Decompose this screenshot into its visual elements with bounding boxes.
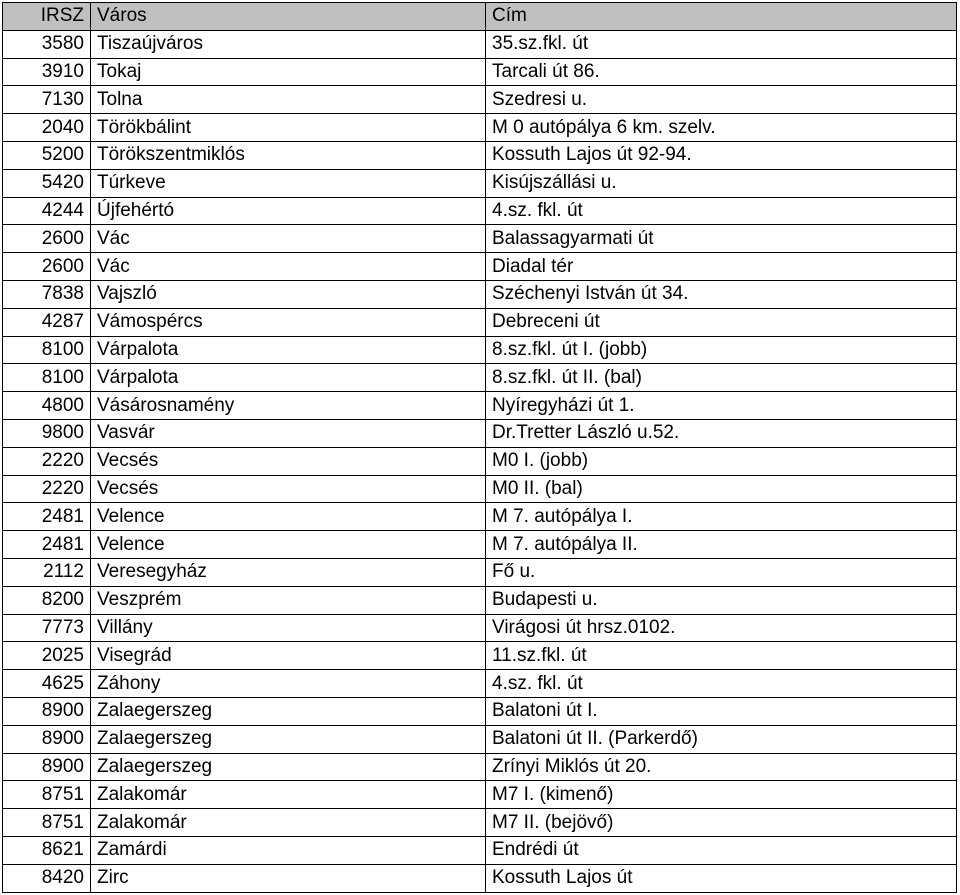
table-row: [3, 86, 957, 114]
cell-irsz: 5420: [3, 169, 91, 197]
table-row: [3, 475, 957, 503]
cell-cim: Kossuth Lajos út: [486, 864, 957, 892]
cell-varos: Vasvár: [91, 419, 486, 447]
cell-varos: Velence: [91, 503, 486, 531]
table-row: [3, 503, 957, 531]
cell-irsz: 8100: [3, 336, 91, 364]
table-row: [3, 114, 957, 142]
cell-cim: Tarcali út 86.: [486, 58, 957, 86]
cell-cim: 11.sz.fkl. út: [486, 642, 957, 670]
cell-irsz: 7130: [3, 86, 91, 114]
address-table: [2, 2, 957, 893]
table-row: [3, 447, 957, 475]
table-row: [3, 614, 957, 642]
table-row: [3, 58, 957, 86]
table-row: [3, 836, 957, 864]
cell-varos: Újfehértó: [91, 197, 486, 225]
cell-varos: Törökszentmiklós: [91, 141, 486, 169]
cell-irsz: 2600: [3, 225, 91, 253]
table-row: [3, 586, 957, 614]
cell-cim: Szedresi u.: [486, 86, 957, 114]
cell-cim: Debreceni út: [486, 308, 957, 336]
cell-irsz: 8900: [3, 753, 91, 781]
cell-varos: Visegrád: [91, 642, 486, 670]
cell-cim: Dr.Tretter László u.52.: [486, 419, 957, 447]
cell-irsz: 9800: [3, 419, 91, 447]
cell-irsz: 8751: [3, 809, 91, 837]
cell-irsz: 2040: [3, 114, 91, 142]
cell-irsz: 2481: [3, 531, 91, 559]
cell-varos: Zalakomár: [91, 809, 486, 837]
cell-varos: Várpalota: [91, 336, 486, 364]
cell-cim: M0 II. (bal): [486, 475, 957, 503]
cell-irsz: 8200: [3, 586, 91, 614]
table-row: [3, 642, 957, 670]
cell-varos: Vámospércs: [91, 308, 486, 336]
cell-varos: Velence: [91, 531, 486, 559]
cell-varos: Túrkeve: [91, 169, 486, 197]
cell-irsz: 8621: [3, 836, 91, 864]
cell-cim: 4.sz. fkl. út: [486, 670, 957, 698]
cell-varos: Tiszaújváros: [91, 30, 486, 58]
table-row: [3, 725, 957, 753]
cell-irsz: 2025: [3, 642, 91, 670]
cell-varos: Veresegyház: [91, 558, 486, 586]
cell-varos: Vecsés: [91, 475, 486, 503]
cell-cim: Endrédi út: [486, 836, 957, 864]
table-row: [3, 558, 957, 586]
cell-cim: Nyíregyházi út 1.: [486, 392, 957, 420]
cell-varos: Várpalota: [91, 364, 486, 392]
cell-cim: Széchenyi István út 34.: [486, 280, 957, 308]
cell-cim: Kossuth Lajos út 92-94.: [486, 141, 957, 169]
cell-varos: Tokaj: [91, 58, 486, 86]
table-row: [3, 336, 957, 364]
table-row: [3, 169, 957, 197]
cell-cim: 35.sz.fkl. út: [486, 30, 957, 58]
cell-irsz: 8900: [3, 725, 91, 753]
table-row: [3, 392, 957, 420]
cell-varos: Zalaegerszeg: [91, 725, 486, 753]
header-irsz: IRSZ: [3, 3, 91, 31]
cell-varos: Zamárdi: [91, 836, 486, 864]
cell-cim: 8.sz.fkl. út II. (bal): [486, 364, 957, 392]
cell-varos: Zalakomár: [91, 781, 486, 809]
cell-irsz: 7773: [3, 614, 91, 642]
table-row: [3, 364, 957, 392]
table-row: [3, 197, 957, 225]
cell-cim: Kisújszállási u.: [486, 169, 957, 197]
table-row: [3, 225, 957, 253]
table-row: [3, 141, 957, 169]
table-row: [3, 280, 957, 308]
table-row: [3, 253, 957, 281]
cell-cim: Diadal tér: [486, 253, 957, 281]
cell-varos: Zirc: [91, 864, 486, 892]
cell-varos: Veszprém: [91, 586, 486, 614]
cell-varos: Vajszló: [91, 280, 486, 308]
cell-cim: M7 I. (kimenő): [486, 781, 957, 809]
cell-irsz: 8751: [3, 781, 91, 809]
cell-varos: Záhony: [91, 670, 486, 698]
cell-irsz: 3580: [3, 30, 91, 58]
cell-cim: Zrínyi Miklós út 20.: [486, 753, 957, 781]
table-row: [3, 753, 957, 781]
cell-cim: Balassagyarmati út: [486, 225, 957, 253]
cell-cim: 8.sz.fkl. út I. (jobb): [486, 336, 957, 364]
table-row: [3, 781, 957, 809]
cell-irsz: 2600: [3, 253, 91, 281]
cell-irsz: 7838: [3, 280, 91, 308]
cell-irsz: 2112: [3, 558, 91, 586]
cell-cim: M7 II. (bejövő): [486, 809, 957, 837]
cell-irsz: 3910: [3, 58, 91, 86]
cell-irsz: 4244: [3, 197, 91, 225]
cell-cim: Balatoni út II. (Parkerdő): [486, 725, 957, 753]
table-row: [3, 697, 957, 725]
cell-irsz: 4625: [3, 670, 91, 698]
cell-varos: Vác: [91, 225, 486, 253]
header-row: [3, 3, 957, 31]
cell-irsz: 5200: [3, 141, 91, 169]
cell-varos: Zalaegerszeg: [91, 753, 486, 781]
cell-varos: Vecsés: [91, 447, 486, 475]
cell-irsz: 8420: [3, 864, 91, 892]
cell-cim: 4.sz. fkl. út: [486, 197, 957, 225]
table-row: [3, 419, 957, 447]
cell-irsz: 2481: [3, 503, 91, 531]
table-row: [3, 308, 957, 336]
cell-irsz: 4800: [3, 392, 91, 420]
table-row: [3, 670, 957, 698]
cell-cim: Balatoni út I.: [486, 697, 957, 725]
cell-cim: M 7. autópálya I.: [486, 503, 957, 531]
cell-irsz: 4287: [3, 308, 91, 336]
cell-cim: M0 I. (jobb): [486, 447, 957, 475]
cell-cim: Budapesti u.: [486, 586, 957, 614]
table-row: [3, 864, 957, 892]
header-cim: Cím: [486, 3, 957, 31]
cell-irsz: 2220: [3, 475, 91, 503]
cell-varos: Tolna: [91, 86, 486, 114]
cell-irsz: 2220: [3, 447, 91, 475]
cell-varos: Zalaegerszeg: [91, 697, 486, 725]
cell-cim: M 7. autópálya II.: [486, 531, 957, 559]
table-row: [3, 531, 957, 559]
cell-irsz: 8900: [3, 697, 91, 725]
cell-varos: Törökbálint: [91, 114, 486, 142]
cell-varos: Vásárosnamény: [91, 392, 486, 420]
table-row: [3, 809, 957, 837]
cell-varos: Villány: [91, 614, 486, 642]
cell-irsz: 8100: [3, 364, 91, 392]
cell-cim: Fő u.: [486, 558, 957, 586]
table-row: [3, 30, 957, 58]
cell-cim: M 0 autópálya 6 km. szelv.: [486, 114, 957, 142]
cell-cim: Virágosi út hrsz.0102.: [486, 614, 957, 642]
header-varos: Város: [91, 3, 486, 31]
cell-varos: Vác: [91, 253, 486, 281]
